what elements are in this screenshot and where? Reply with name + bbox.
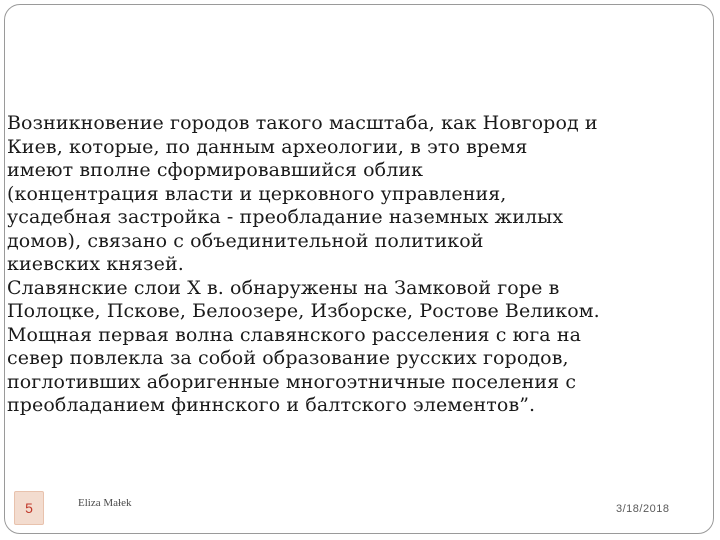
text-line: Киев, которые, по данным археологии, в это время	[7, 135, 528, 158]
text-line: Возникновение городов такого масштаба, как Новгород и	[7, 112, 598, 134]
text-line: Славянские слои X в. обнаружены на Замковой горе в	[7, 276, 560, 299]
text-line: киевских князей.	[7, 253, 184, 275]
text-line: поглотивших аборигенные многоэтничные поселения с	[7, 370, 577, 393]
slide-number-badge	[14, 491, 44, 525]
text-line: преобладанием финнского и балтского элементов”.	[7, 394, 536, 416]
text-line: Полоцке, Пскове, Белоозере, Изборске, Ростове Великом.	[7, 300, 600, 322]
footer-author: Eliza Małek	[78, 497, 132, 509]
paragraph-2	[7, 277, 697, 418]
slide-number: 5	[25, 500, 33, 516]
slide-body	[7, 112, 697, 418]
paragraph-1	[7, 112, 697, 277]
text-line: имеют вполне сформировавшийся облик	[7, 159, 424, 181]
text-line: Мощная первая волна славянского расселения с юга на	[7, 323, 582, 346]
text-line: домов), связано с объединительной политикой	[7, 229, 484, 252]
text-line: север повлекла за собой образование русских городов,	[7, 347, 569, 369]
text-line: (концентрация власти и церковного управления,	[7, 182, 507, 205]
text-line: усадебная застройка - преобладание наземных жилых	[7, 206, 564, 228]
footer-date: 3/18/2018	[616, 503, 670, 515]
